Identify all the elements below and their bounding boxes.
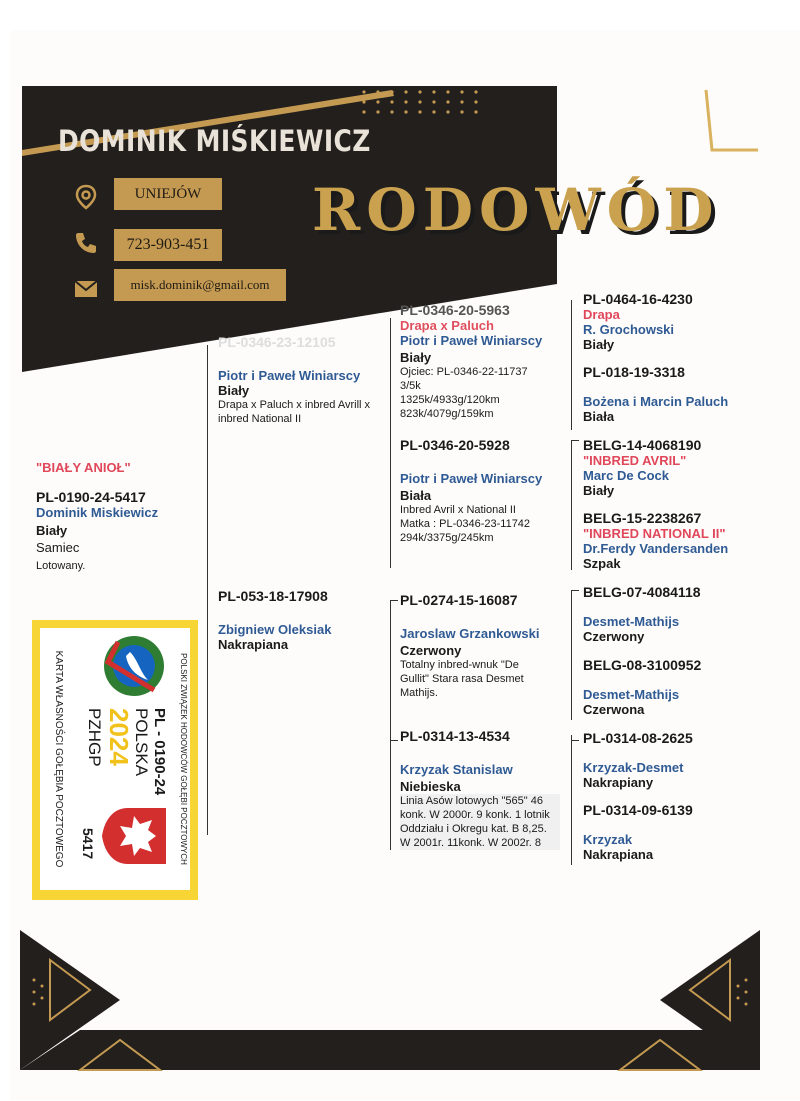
subject-ring: PL-0190-24-5417 [36, 489, 146, 505]
ancestor-block [583, 802, 693, 862]
granddam-maternal-block [400, 728, 570, 850]
ancestor-color: Nakrapiana [583, 847, 654, 862]
dgd-color: Niebieska [400, 779, 461, 794]
gd-ring: PL-0346-20-5928 [400, 437, 510, 453]
gd-note-3: 294k/3375g/245km [400, 532, 494, 544]
ancestor-breeder: Dr.Ferdy Vandersanden [583, 541, 729, 556]
location-pin-icon [73, 184, 99, 210]
ancestor-ring: BELG-07-4084118 [583, 584, 701, 600]
connector-line [390, 600, 391, 850]
subject-pigeon [36, 460, 158, 573]
dgs-breeder: Jaroslaw Grzankowski [400, 626, 540, 641]
ancestor-breeder: Desmet-Mathijs [583, 614, 680, 629]
dgs-note: Totalny inbred-wnuk "De Gullit" Stara rasa Desmet Mathijs. [400, 659, 524, 699]
connector-tick [390, 740, 398, 741]
sire-ring: PL-0346-23-12105 [218, 334, 336, 350]
gs-note-3: 1325k/4933g/120km [400, 394, 500, 406]
grandsire-paternal-block [400, 302, 570, 421]
connector-tick [571, 440, 579, 441]
phone-icon [73, 230, 99, 256]
gs-ring: PL-0346-20-5963 [400, 302, 510, 318]
location-field: UNIEJÓW [114, 178, 222, 210]
document-title: RODOWÓD [312, 176, 720, 244]
subject-color: Biały [36, 523, 68, 538]
granddam-paternal-block [400, 437, 570, 545]
polish-eagle-emblem-icon [100, 806, 168, 866]
gs-color: Biały [400, 350, 432, 365]
sire-note: Drapa x Paluch x inbred Avrill x inbred National II [218, 399, 371, 425]
ancestor-block [583, 730, 693, 790]
ancestor-block [583, 291, 693, 352]
ancestor-ring: BELG-14-4068190 [583, 437, 702, 453]
dgd-breeder: Krzyzak Stanislaw [400, 762, 513, 777]
gs-note-2: 3/5k [400, 380, 421, 392]
card-union: POLSKI ZWIĄZEK HODOWCÓW GOŁĘBI POCZTOWYCH [179, 653, 188, 865]
dgd-ring: PL-0314-13-4534 [400, 728, 510, 744]
ancestor-breeder: Krzyzak [583, 832, 633, 847]
dam-color: Nakrapiana [218, 637, 289, 652]
card-year: 2024 [104, 708, 134, 766]
email-field: misk.dominik@gmail.com [114, 269, 286, 301]
card-caption: KARTA WŁASNOŚCI GOŁĘBIA POCZTOWEGO [53, 650, 64, 868]
ancestor-breeder: R. Grochowski [583, 322, 675, 337]
connector-line [571, 590, 572, 720]
card-org: PZHGP [85, 708, 104, 767]
gs-label: Drapa x Paluch [400, 318, 494, 333]
gd-note-1: Inbred Avril x National II [400, 504, 516, 516]
ancestor-label: "INBRED NATIONAL II" [583, 526, 726, 541]
gs-breeder: Piotr i Paweł Winiarscy [400, 333, 543, 348]
phone-field: 723-903-451 [114, 229, 222, 261]
ancestor-color: Czerwony [583, 629, 645, 644]
subject-status: Lotowany. [36, 560, 86, 572]
ancestor-block [583, 584, 701, 644]
ancestor-breeder: Desmet-Mathijs [583, 687, 680, 702]
gs-note-4: 823k/4079g/159km [400, 408, 494, 420]
ancestor-breeder: Marc De Cock [583, 468, 669, 483]
connector-tick [390, 600, 398, 601]
gs-note-1: Ojciec: PL-0346-22-11737 [400, 366, 528, 378]
sire-block [218, 334, 388, 426]
connector-line [390, 318, 391, 568]
dam-breeder: Zbigniew Oleksiak [218, 622, 332, 637]
corner-bracket-decoration [700, 88, 760, 154]
sire-breeder: Piotr i Paweł Winiarscy [218, 368, 361, 383]
subject-name: "BIAŁY ANIOŁ" [36, 460, 131, 475]
ancestor-label: Drapa [583, 307, 620, 322]
gd-note-2: Matka : PL-0346-23-11742 [400, 518, 531, 530]
ancestor-block [583, 437, 701, 498]
ownership-card [32, 620, 198, 900]
gd-breeder: Piotr i Paweł Winiarscy [400, 471, 543, 486]
ancestor-color: Biały [583, 337, 615, 352]
ancestor-color: Szpak [583, 556, 621, 571]
connector-tick [571, 740, 579, 741]
dam-block [218, 588, 388, 652]
ancestor-ring: PL-0314-08-2625 [583, 730, 693, 746]
ancestor-color: Biały [583, 483, 615, 498]
owner-name: DOMINIK MIŚKIEWICZ [58, 124, 371, 158]
connector-line [571, 440, 572, 570]
pzhgp-logo-icon [100, 632, 168, 700]
connector-line [571, 735, 572, 865]
footer-decoration [20, 920, 760, 1075]
ancestor-label: "INBRED AVRIL" [583, 453, 687, 468]
connector-tick [571, 590, 579, 591]
dgs-color: Czerwony [400, 643, 462, 658]
sire-color: Biały [218, 383, 250, 398]
dam-ring: PL-053-18-17908 [218, 588, 328, 604]
ownership-card-face [40, 628, 190, 890]
subject-sex: Samiec [36, 540, 80, 555]
envelope-icon [73, 276, 99, 302]
connector-line [207, 345, 208, 835]
ancestor-block [583, 510, 728, 571]
connector-line [571, 300, 572, 430]
ancestor-block [583, 364, 728, 424]
card-country: POLSKA [132, 708, 151, 777]
ancestor-ring: BELG-08-3100952 [583, 657, 702, 673]
ancestor-ring: PL-018-19-3318 [583, 364, 685, 380]
ancestor-block [583, 657, 701, 717]
ancestor-breeder: Krzyzak-Desmet [583, 760, 684, 775]
ancestor-breeder: Bożena i Marcin Paluch [583, 394, 729, 409]
ancestor-color: Czerwona [583, 702, 645, 717]
ancestor-ring: BELG-15-2238267 [583, 510, 702, 526]
dgs-ring: PL-0274-15-16087 [400, 592, 518, 608]
subject-owner: Dominik Miskiewicz [36, 505, 159, 520]
ancestor-color: Nakrapiany [583, 775, 654, 790]
grandsire-maternal-block [400, 592, 570, 700]
card-ring-number: 5417 [80, 828, 96, 860]
ancestor-color: Biała [583, 409, 615, 424]
ancestor-ring: PL-0464-16-4230 [583, 291, 693, 307]
gd-color: Biała [400, 488, 432, 503]
card-ring-prefix: PL - 0190-24 [151, 708, 168, 796]
ancestor-ring: PL-0314-09-6139 [583, 802, 693, 818]
dgd-note: Linia Asów lotowych "565" 46 konk. W 2000r. 9 konk. 1 lotnik Oddziału i Okregu kat. B 8,25. W 2001r. 11konk. W 2002r. 8 [400, 794, 560, 850]
